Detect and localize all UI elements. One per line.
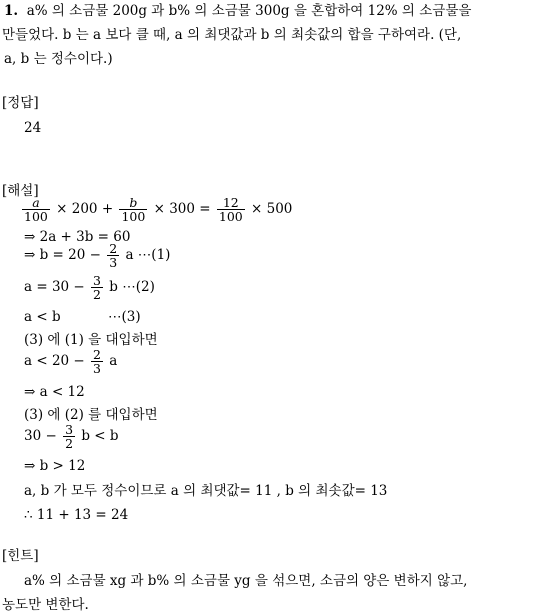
step-substitute-2: (3) 에 (2) 를 대입하면 [24,407,158,423]
solution-conclusion: a, b 가 모두 정수이므로 a 의 최댓값= 11 , b 의 최솟값= 13 [24,483,388,499]
equation-5-right: ⋯(3) [108,309,141,325]
final-answer-line: ∴ 11 + 13 = 24 [24,507,129,523]
problem-line-1 [4,2,471,20]
answer-heading: [정답] [2,95,39,111]
answer-value: 24 [24,120,42,136]
equation-1: $\frac{a}{100}$ × 200 + $\frac{b}{100}$ × 300 = $\frac{12}{100}$ × 500 [24,195,293,224]
step-substitute-1: (3) 에 (1) 을 대입하면 [24,332,158,348]
equation-9: ⇒ b > 12 [24,458,86,474]
equation-2: ⇒ 2a + 3b = 60 [24,229,131,245]
fraction-b-over-100: $\frac{b}{100}$ [121,195,146,224]
problem-number: 1. [4,3,19,19]
equation-7: ⇒ a < 12 [24,384,85,400]
equation-3: ⇒ b = 20 − $\frac{2}{3}$ a ⋯(1) [24,241,171,270]
equation-8: 30 − $\frac{3}{2}$ b < b [24,422,119,451]
problem-text-1: a% 의 소금물 200g 과 b% 의 소금물 300g 을 혼합하여 12% 의 소금물을 [26,3,472,19]
equation-4: a = 30 − $\frac{3}{2}$ b ⋯(2) [24,273,155,302]
problem-line-3: a, b 는 정수이다.) [4,51,113,67]
hint-heading: [힌트] [2,548,39,564]
fraction-12-over-100: $\frac{12}{100}$ [218,195,243,224]
fraction-a-over-100: $\frac{a}{100}$ [24,195,48,224]
solution-heading: [해설] [2,183,39,199]
equation-6: a < 20 − $\frac{2}{3}$ a [24,347,118,376]
problem-line-2: 만들었다. b 는 a 보다 클 때, a 의 최댓값과 b 의 최솟값의 합을 구하여라. (단, [2,27,462,43]
equation-5-left: a < b [24,309,61,325]
hint-line-2: 농도만 변한다. [2,597,89,613]
hint-line-1: a% 의 소금물 xg 과 b% 의 소금물 yg 을 섞으면, 소금의 양은 변하지 않고, [24,573,468,589]
